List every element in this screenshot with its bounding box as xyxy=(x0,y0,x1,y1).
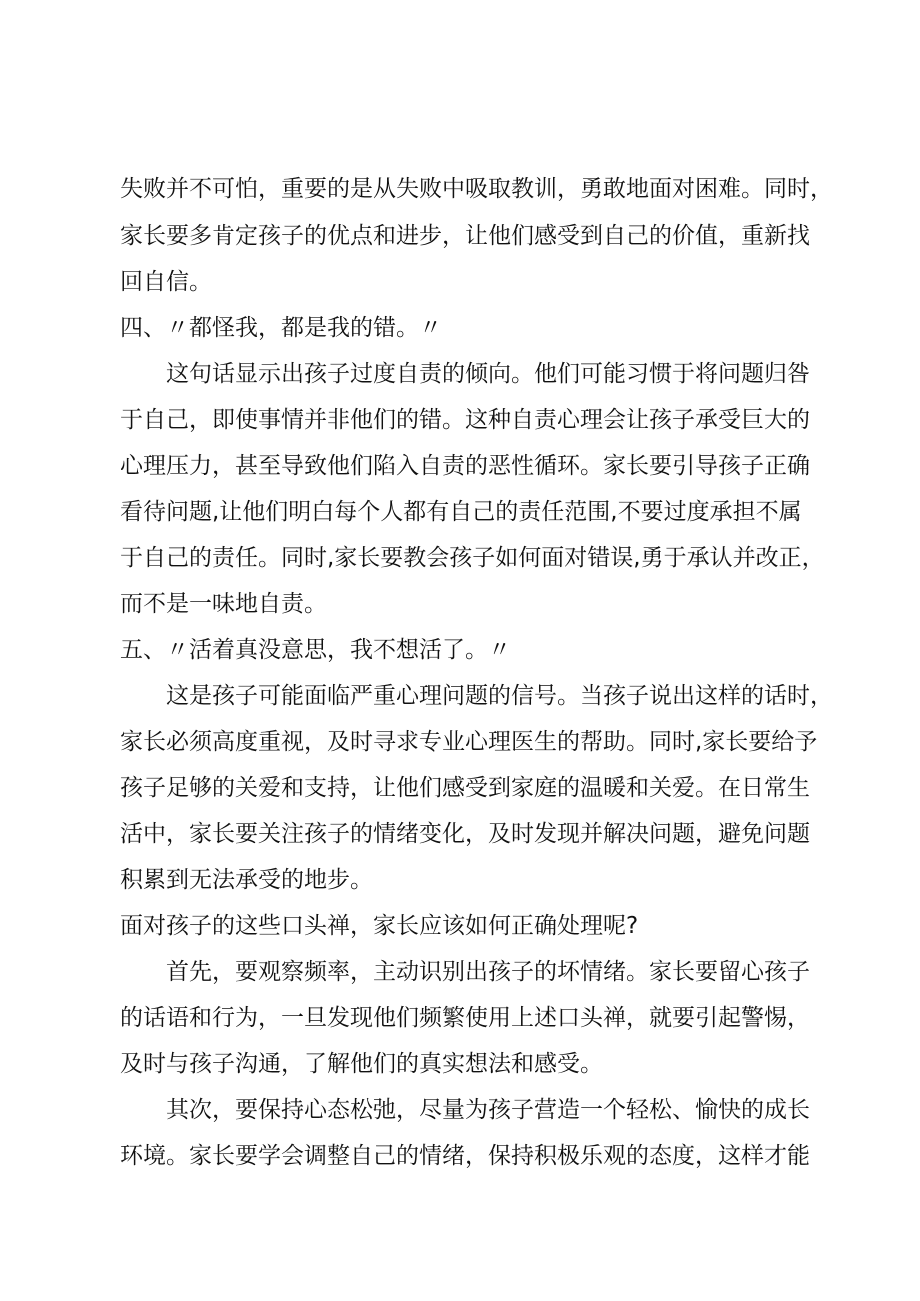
paragraph-line: 家长必须高度重视，及时寻求专业心理医生的帮助。同时,家长要给予 xyxy=(120,729,818,755)
paragraph-line: 活中，家长要关注孩子的情绪变化，及时发现并解决问题，避免问题 xyxy=(120,821,810,847)
paragraph-line: 于自己，即使事情并非他们的错。这种自责心理会让孩子承受巨大的 xyxy=(120,407,810,433)
paragraph-line: 家长要多肯定孩子的优点和进步，让他们感受到自己的价值，重新找 xyxy=(120,223,810,249)
paragraph-line: 而不是一味地自责。 xyxy=(120,591,327,617)
paragraph-line: 其次，要保持心态松弛，尽量为孩子营造一个轻松、愉快的成长 xyxy=(166,1097,810,1123)
paragraph-line: 环境。家长要学会调整自己的情绪，保持积极乐观的态度，这样才能 xyxy=(120,1143,810,1169)
paragraph-line: 失败并不可怕，重要的是从失败中吸取教训，勇敢地面对困难。同时， xyxy=(120,176,833,202)
section-heading-4: 四、〃都怪我，都是我的错。〃 xyxy=(120,315,442,341)
paragraph-line: 这句话显示出孩子过度自责的倾向。他们可能习惯于将问题归咎 xyxy=(166,361,810,387)
paragraph-line: 及时与孩子沟通，了解他们的真实想法和感受。 xyxy=(120,1051,603,1077)
question-heading: 面对孩子的这些口头禅，家长应该如何正确处理呢? xyxy=(120,913,639,939)
paragraph-line: 的话语和行为，一旦发现他们频繁使用上述口头禅，就要引起警惕， xyxy=(120,1005,810,1031)
paragraph-line: 看待问题,让他们明白每个人都有自己的责任范围,不要过度承担不属 xyxy=(120,499,802,525)
paragraph-line: 心理压力，甚至导致他们陷入自责的恶性循环。家长要引导孩子正确 xyxy=(120,453,810,479)
paragraph-line: 首先，要观察频率，主动识别出孩子的坏情绪。家长要留心孩子 xyxy=(166,959,810,985)
paragraph-line: 回自信。 xyxy=(120,269,212,295)
paragraph-line: 积累到无法承受的地步。 xyxy=(120,867,373,893)
paragraph-line: 于自己的责任。同时,家长要教会孩子如何面对错误,勇于承认并改正， xyxy=(120,545,825,571)
paragraph-line: 孩子足够的关爱和支持，让他们感受到家庭的温暖和关爱。在日常生 xyxy=(120,775,810,801)
section-heading-5: 五、〃活着真没意思，我不想活了。〃 xyxy=(120,637,511,663)
paragraph-line: 这是孩子可能面临严重心理问题的信号。当孩子说出这样的话时， xyxy=(166,683,833,709)
